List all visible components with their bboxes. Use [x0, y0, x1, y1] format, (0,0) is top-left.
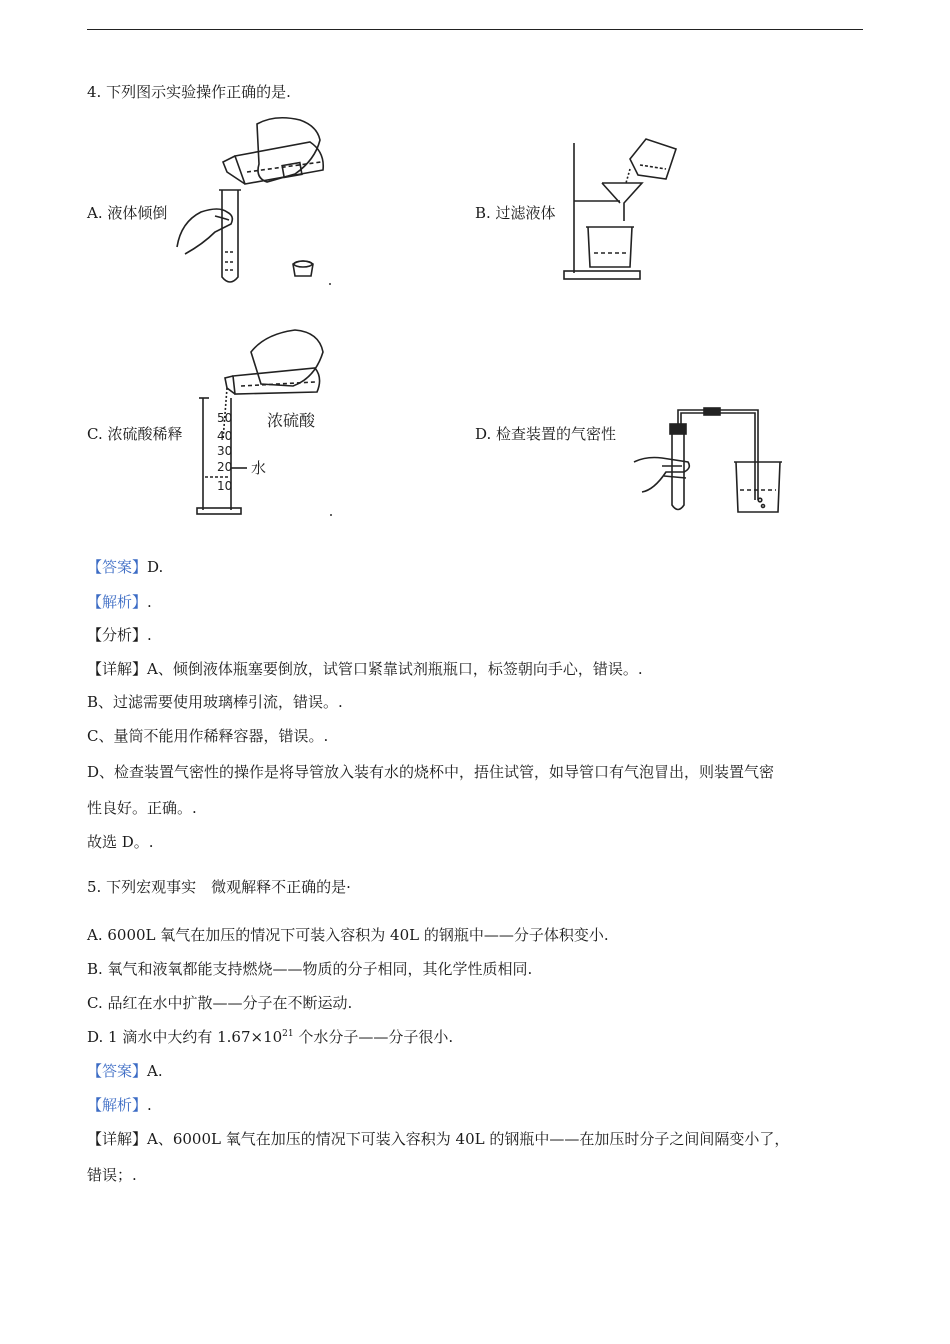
q4-analysis-line: [87, 592, 152, 612]
q4-detail-d-line1: D、检查装置气密性的操作是将导管放入装有水的烧杯中，捂住试管，如导管口有气泡冒出，则装置气密: [87, 763, 775, 781]
figure-b-filtering: [560, 135, 685, 285]
q5-stem: 5. 下列宏观事实 微观解释不正确的是·: [87, 878, 351, 896]
q4-stem: 4. 下列图示实验操作正确的是.: [87, 83, 291, 101]
detail-text: A、6000L 氧气在加压的情况下可装入容积为 40L 的钢瓶中——在加压时分子之间间隔变小了，: [147, 1130, 790, 1148]
q5-option-d-exponent: 21: [282, 1029, 294, 1039]
figure-c-dilution: [195, 322, 340, 520]
q5-analysis-line: [87, 1095, 152, 1115]
q4-answer-line: [87, 557, 163, 577]
answer-value: A.: [147, 1062, 163, 1080]
answer-tag: 【答案】: [87, 1062, 148, 1080]
q5-option-d-text: D. 1 滴水中大约有 1.67×10: [87, 1028, 283, 1046]
analysis-tag: 【解析】: [87, 593, 148, 611]
tick-30: 30: [217, 444, 233, 458]
analysis-tag: 【解析】: [87, 1096, 148, 1114]
q5-option-c: C. 品红在水中扩散——分子在不断运动.: [87, 994, 353, 1012]
q5-option-d: [87, 1027, 453, 1047]
q4-option-a-label: A. 液体倾倒: [87, 204, 168, 222]
tick-10: 10: [217, 479, 233, 493]
q4-option-b-label: B. 过滤液体: [475, 204, 556, 222]
analysis-value: .: [147, 1096, 152, 1114]
analysis-value: .: [147, 593, 152, 611]
answer-value: D.: [147, 558, 164, 576]
q5-option-d-text-post: 个水分子——分子很小.: [293, 1028, 454, 1046]
q5-detail-line1: [87, 1129, 789, 1149]
fenxi-tag: 【分析】: [87, 626, 148, 644]
answer-tag: 【答案】: [87, 558, 148, 576]
q4-detail-b: B、过滤需要使用玻璃棒引流，错误。.: [87, 693, 343, 711]
label-concentrated-acid: 浓硫酸: [267, 411, 316, 430]
tick-20: 20: [217, 460, 233, 474]
header-rule: [87, 29, 863, 30]
detail-a-text: A、倾倒液体瓶塞要倒放，试管口紧靠试剂瓶瓶口，标签朝向手心，错误。.: [147, 660, 643, 678]
q4-fenxi-line: [87, 625, 152, 645]
detail-tag: 【详解】: [87, 660, 148, 678]
figure-d-airtightness: [632, 400, 782, 518]
q4-detail-d-line2: 性良好。正确。.: [87, 799, 197, 817]
q4-option-d-label: D. 检查装置的气密性: [475, 425, 617, 443]
q5-option-b: B. 氧气和液氧都能支持燃烧——物质的分子相同，其化学性质相同.: [87, 960, 533, 978]
tick-50: 50: [217, 411, 233, 425]
q4-option-c-label: C. 浓硫酸稀释: [87, 425, 183, 443]
q4-conclusion: 故选 D。.: [87, 833, 154, 851]
detail-tag: 【详解】: [87, 1130, 148, 1148]
tick-40: 40: [217, 429, 233, 443]
q5-option-a: A. 6000L 氧气在加压的情况下可装入容积为 40L 的钢瓶中——分子体积变小.: [87, 926, 609, 944]
q5-detail-line2: 错误；.: [87, 1166, 137, 1184]
figure-a-pouring-liquid: [175, 112, 340, 287]
q4-detail-a: [87, 659, 643, 679]
label-water: 水: [251, 459, 267, 477]
q5-answer-line: [87, 1061, 163, 1081]
q4-detail-c: C、量筒不能用作稀释容器，错误。.: [87, 727, 329, 745]
fenxi-value: .: [147, 626, 152, 644]
